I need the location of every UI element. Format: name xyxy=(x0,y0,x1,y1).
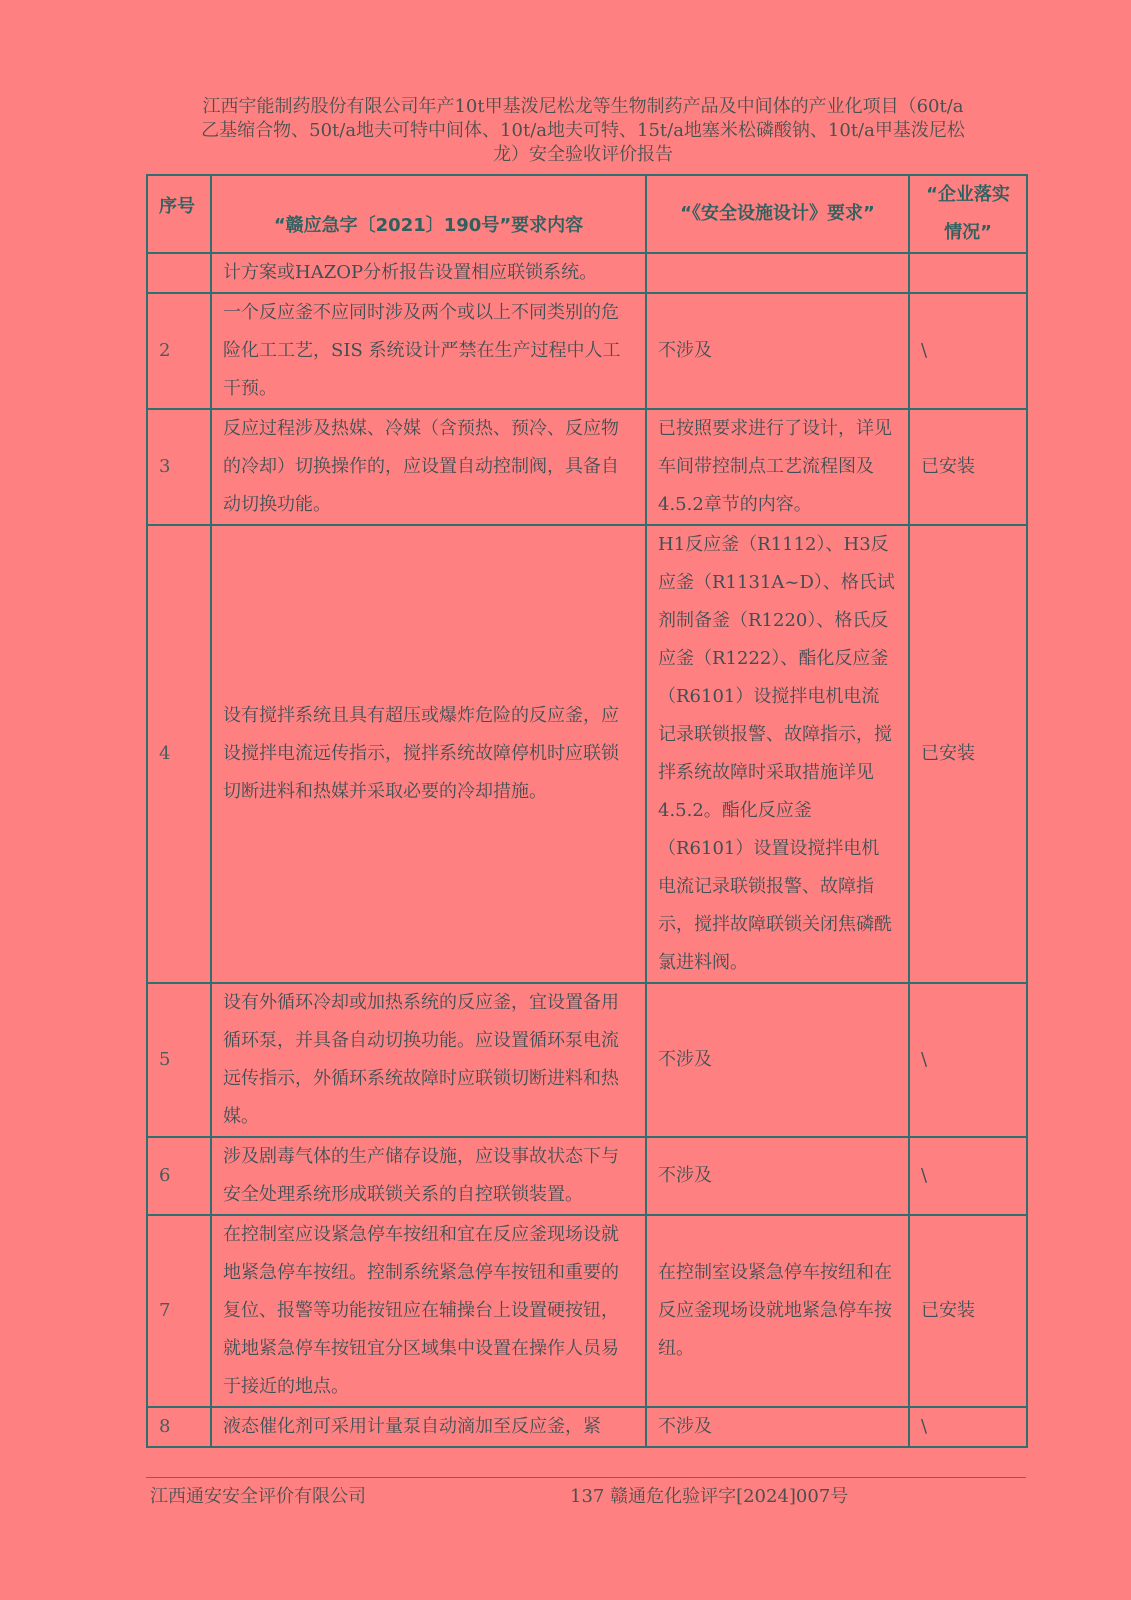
footer-company: 江西通安安全评价有限公司 xyxy=(150,1486,366,1507)
row-num-cell: 2 xyxy=(147,293,211,409)
footer-divider xyxy=(146,1477,1026,1478)
row-requirement-cell: 涉及剧毒气体的生产储存设施，应设事故状态下与安全处理系统形成联锁关系的自控联锁装置。 xyxy=(211,1137,646,1215)
row-num-cell: 3 xyxy=(147,409,211,525)
table-row xyxy=(147,253,1027,293)
report-header xyxy=(150,95,1016,167)
table-row xyxy=(147,525,1027,983)
table-row xyxy=(147,1137,1027,1215)
table-row xyxy=(147,293,1027,409)
column-header-requirement-label: “赣应急字〔2021〕190号”要求内容 xyxy=(273,215,584,236)
header-line-3: 龙）安全验收评价报告 xyxy=(493,144,673,165)
row-design-cell: H1反应釜（R1112）、H3反应釜（R1131A~D）、格氏试剂制备釜（R1220）、格氏反应釜（R1222）、酯化反应釜（R6101）设搅拌电机电流记录联锁报警、故障指示，搅拌系统故障时采取措施详见4.5.2。酯化反应釜（R6101）设置设搅拌电机电流记录联锁报警、故障指示，搅拌故障联锁关闭焦磷酰氯进料阀。 xyxy=(646,525,909,983)
row-status-cell: 已安装 xyxy=(909,409,1027,525)
header-line-2: 乙基缩合物、50t/a地夫可特中间体、10t/a地夫可特、15t/a地塞米松磷酸钠、10t/a甲基泼尼松 xyxy=(201,120,965,141)
row-num-cell: 6 xyxy=(147,1137,211,1215)
table-row xyxy=(147,409,1027,525)
row-num-cell xyxy=(147,253,211,293)
row-design-cell: 不涉及 xyxy=(646,983,909,1137)
row-design-cell: 在控制室设紧急停车按纽和在反应釜现场设就地紧急停车按纽。 xyxy=(646,1215,909,1407)
row-requirement-cell: 设有搅拌系统且具有超压或爆炸危险的反应釜，应设搅拌电流远传指示，搅拌系统故障停机时应联锁切断进料和热媒并采取必要的冷却措施。 xyxy=(211,525,646,983)
row-requirement-cell: 液态催化剂可采用计量泵自动滴加至反应釜，紧 xyxy=(211,1407,646,1447)
header-line-1: 江西宇能制药股份有限公司年产10t甲基泼尼松龙等生物制药产品及中间体的产业化项目（60t/a xyxy=(202,96,964,117)
row-requirement-cell: 设有外循环冷却或加热系统的反应釜，宜设置备用循环泵，并具备自动切换功能。应设置循环泵电流远传指示，外循环系统故障时应联锁切断进料和热媒。 xyxy=(211,983,646,1137)
row-status-cell: \ xyxy=(909,983,1027,1137)
row-requirement-cell: 在控制室应设紧急停车按纽和宜在反应釜现场设就地紧急停车按纽。控制系统紧急停车按钮和重要的复位、报警等功能按钮应在辅操台上设置硬按钮，就地紧急停车按钮宜分区域集中设置在操作人员易于接近的地点。 xyxy=(211,1215,646,1407)
row-status-cell: \ xyxy=(909,293,1027,409)
row-requirement-cell: 一个反应釜不应同时涉及两个或以上不同类别的危险化工工艺，SIS 系统设计严禁在生产过程中人工干预。 xyxy=(211,293,646,409)
row-status-cell: 已安装 xyxy=(909,525,1027,983)
row-status-cell: 已安装 xyxy=(909,1215,1027,1407)
column-header-num: 序号 xyxy=(147,175,211,253)
row-num-cell: 8 xyxy=(147,1407,211,1447)
row-num-cell: 4 xyxy=(147,525,211,983)
row-status-cell xyxy=(909,253,1027,293)
row-design-cell xyxy=(646,253,909,293)
row-status-cell: \ xyxy=(909,1137,1027,1215)
row-design-cell: 不涉及 xyxy=(646,1137,909,1215)
column-header-design: “《安全设施设计》要求” xyxy=(646,175,909,253)
column-header-status: “企业落实情况” xyxy=(909,175,1027,253)
row-requirement-cell: 反应过程涉及热媒、冷媒（含预热、预冷、反应物的冷却）切换操作的，应设置自动控制阀，具备自动切换功能。 xyxy=(211,409,646,525)
column-header-requirement xyxy=(211,175,646,253)
row-requirement-cell: 计方案或HAZOP分析报告设置相应联锁系统。 xyxy=(211,253,646,293)
row-num-cell: 7 xyxy=(147,1215,211,1407)
row-num-cell: 5 xyxy=(147,983,211,1137)
row-design-cell: 不涉及 xyxy=(646,1407,909,1447)
row-design-cell: 不涉及 xyxy=(646,293,909,409)
row-status-cell: \ xyxy=(909,1407,1027,1447)
footer-page-ref: 137 赣通危化验评字[2024]007号 xyxy=(570,1486,849,1507)
table-row xyxy=(147,1215,1027,1407)
table-header-row xyxy=(147,175,1027,253)
table-row xyxy=(147,1407,1027,1447)
row-design-cell: 已按照要求进行了设计，详见车间带控制点工艺流程图及4.5.2章节的内容。 xyxy=(646,409,909,525)
requirements-table xyxy=(146,174,1028,1448)
table-row xyxy=(147,983,1027,1137)
